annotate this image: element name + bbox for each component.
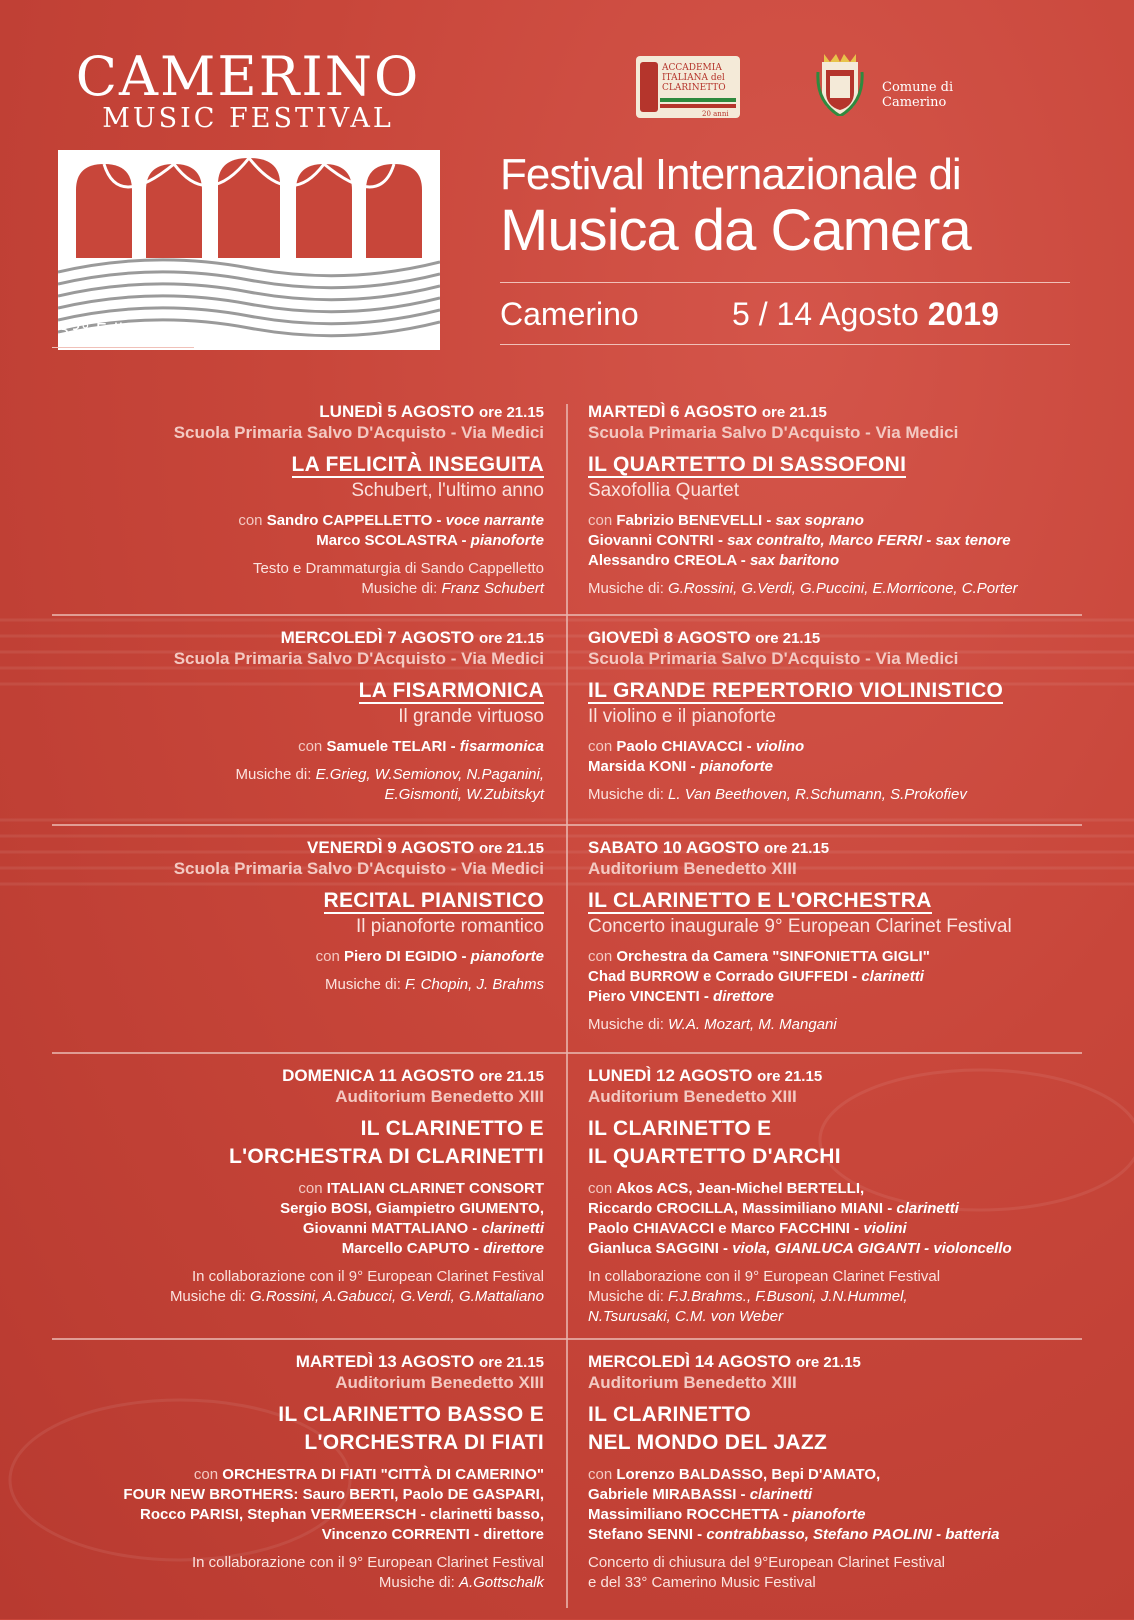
performer-name: Fabrizio BENEVELLI - (616, 512, 776, 529)
column-divider (566, 404, 568, 1608)
note-line (123, 1553, 544, 1573)
concert-performers (588, 737, 1003, 777)
performer-role: sax contralto, Marco FERRI - sax tenore (727, 532, 1011, 549)
performer-name: Orchestra da Camera "SINFONIETTA GIGLI" (616, 948, 930, 965)
concert-venue: Auditorium Benedetto XIII (588, 1373, 797, 1392)
performer-role: pianoforte (699, 758, 774, 775)
concert-title-line: IL CLARINETTO BASSO E (278, 1403, 544, 1426)
note-prefix: Musiche di: (588, 580, 669, 597)
performer-line (588, 1199, 1012, 1219)
performer-prefix: con (588, 738, 617, 755)
concert-performers (174, 511, 544, 551)
concert-venue: Scuola Primaria Salvo D'Acquisto - Via Medici (173, 649, 544, 668)
concert-title-text: IL QUARTETTO DI SASSOFONI (588, 453, 907, 476)
concert-subtitle: Il grande virtuoso (398, 706, 544, 727)
note-composers: L. Van Beethoven, R.Schumann, S.Prokofiev (668, 786, 967, 803)
performer-prefix: con (588, 512, 617, 529)
concert-0 (174, 402, 544, 599)
performer-name: Alessandro CREOLA - (588, 552, 750, 569)
concert-title (588, 1115, 1012, 1171)
concert-performers (588, 1179, 1012, 1259)
note-line (170, 1267, 544, 1287)
concert-notes (174, 765, 544, 805)
row-divider-1 (52, 614, 1082, 616)
performer-name: Riccardo CROCILLA, Massimiliano MIANI - (588, 1200, 897, 1217)
performer-role: clarinetti (481, 1220, 544, 1237)
note-text: Concerto di chiusura del 9°European Clarinet Festival (588, 1554, 946, 1571)
performer-role: sax baritono (749, 552, 840, 569)
concert-7 (588, 1066, 1012, 1327)
performer-line (123, 1505, 544, 1525)
note-prefix: Musiche di: (235, 766, 316, 783)
performer-line (588, 947, 1012, 967)
concert-venue: Scuola Primaria Salvo D'Acquisto - Via Medici (173, 423, 544, 442)
concert-time: ore 21.15 (478, 630, 544, 647)
dates-year: 2019 (927, 296, 999, 332)
performer-name: Gabriele MIRABASSI - (588, 1486, 750, 1503)
performer-name: ITALIAN CLARINET CONSORT (326, 1180, 544, 1197)
performer-name: Piero VINCENTI - (588, 988, 714, 1005)
note-line (588, 785, 1003, 805)
performer-role: pianoforte (470, 948, 544, 965)
concert-time: ore 21.15 (478, 404, 544, 421)
note-line (123, 1573, 544, 1593)
concert-title (170, 1115, 544, 1171)
note-prefix: Musiche di: (169, 1288, 250, 1305)
performer-prefix: con (238, 512, 267, 529)
concert-day (174, 628, 544, 649)
note-line (174, 785, 544, 805)
performer-name: Vincenzo CORRENTI - direttore (321, 1526, 544, 1543)
concert-notes (588, 1267, 1012, 1327)
note-line (174, 559, 544, 579)
concert-venue: Auditorium Benedetto XIII (588, 1087, 797, 1106)
headline-dates (732, 296, 999, 333)
performer-line (123, 1525, 544, 1545)
concert-time: ore 21.15 (757, 1068, 823, 1085)
concert-subtitle: Schubert, l'ultimo anno (351, 480, 544, 501)
performer-role: direttore (483, 1240, 544, 1257)
performer-name: Akos ACS, Jean-Michel BERTELLI, (616, 1180, 865, 1197)
note-prefix: Musiche di: (378, 1574, 459, 1591)
performer-line (170, 1239, 544, 1259)
concert-3 (588, 628, 1003, 805)
concert-time: ore 21.15 (795, 1354, 861, 1371)
concert-venue: Scuola Primaria Salvo D'Acquisto - Via Medici (588, 649, 959, 668)
concert-notes (588, 1015, 1012, 1035)
note-text: e del 33° Camerino Music Festival (588, 1574, 816, 1591)
concert-time: ore 21.15 (478, 1068, 544, 1085)
concert-time: ore 21.15 (761, 404, 827, 421)
concert-subtitle: Il pianoforte romantico (356, 916, 544, 937)
performer-line (174, 531, 544, 551)
concert-title-text: IL GRANDE REPERTORIO VIOLINISTICO (588, 679, 1004, 702)
performer-line (588, 757, 1003, 777)
note-prefix: Musiche di: (588, 1016, 669, 1033)
performer-prefix: con (298, 1180, 327, 1197)
concert-5 (588, 838, 1012, 1035)
concert-title (174, 451, 544, 479)
note-composers: G.Rossini, A.Gabucci, G.Verdi, G.Mattaliano (249, 1288, 544, 1305)
concert-subtitle: Concerto inaugurale 9° European Clarinet Festival (588, 916, 1012, 937)
concert-performers (123, 1465, 544, 1545)
concert-venue: Scuola Primaria Salvo D'Acquisto - Via Medici (588, 423, 959, 442)
comune-line-2: Camerino (882, 95, 947, 110)
concert-day-label: MARTEDÌ 6 AGOSTO (588, 402, 758, 421)
note-line (588, 1573, 999, 1593)
concert-8 (123, 1352, 544, 1593)
performer-line (588, 531, 1018, 551)
performer-line (174, 737, 544, 757)
concert-time: ore 21.15 (764, 840, 830, 857)
performer-role: violini (863, 1220, 907, 1237)
concert-title (174, 887, 544, 915)
note-line (174, 579, 544, 599)
concert-day (588, 1066, 1012, 1087)
headline (500, 150, 1070, 262)
performer-line (170, 1199, 544, 1219)
concert-venue: Auditorium Benedetto XIII (335, 1087, 544, 1106)
performer-name: Marco SCOLASTRA - (316, 532, 471, 549)
performer-prefix: con (193, 1466, 223, 1483)
concert-day-label: MERCOLEDÌ 14 AGOSTO (588, 1352, 792, 1371)
accademia-line-1: ACCADEMIA (662, 63, 722, 73)
concert-title (123, 1401, 544, 1457)
performer-line (588, 551, 1018, 571)
performer-line (588, 1239, 1012, 1259)
concert-notes (588, 579, 1018, 599)
performer-role: sax soprano (775, 512, 864, 529)
concert-day-label: MERCOLEDÌ 7 AGOSTO (280, 628, 475, 647)
performer-name: Sergio BOSI, Giampietro GIUMENTO, (280, 1200, 544, 1217)
concert-time: ore 21.15 (755, 630, 821, 647)
concert-title-text: LA FELICITÀ INSEGUITA (291, 453, 544, 476)
performer-name: Massimiliano ROCCHETTA - (588, 1506, 793, 1523)
performer-line (588, 737, 1003, 757)
concert-title-line: L'ORCHESTRA DI FIATI (304, 1431, 544, 1454)
concert-day (174, 402, 544, 423)
performer-line (123, 1465, 544, 1485)
note-composers: W.A. Mozart, M. Mangani (668, 1016, 837, 1033)
performer-prefix: con (588, 1466, 617, 1483)
headline-rule-bottom (500, 344, 1070, 345)
logo-title: CAMERINO (75, 45, 421, 108)
camerino-coat-of-arms-icon (816, 52, 864, 116)
note-composers: F. Chopin, J. Brahms (405, 976, 544, 993)
performer-line (588, 1485, 999, 1505)
concert-day-label: MARTEDÌ 13 AGOSTO (295, 1352, 475, 1371)
performer-role: pianoforte (792, 1506, 866, 1523)
performer-role: clarinetti (749, 1486, 813, 1503)
performer-prefix: con (588, 948, 617, 965)
logo-subtitle: MUSIC FESTIVAL (102, 103, 394, 134)
performer-role: direttore (713, 988, 774, 1005)
performer-line (170, 1179, 544, 1199)
concert-title-line: IL QUARTETTO D'ARCHI (588, 1145, 841, 1168)
dates-range: 5 / 14 Agosto (732, 296, 919, 332)
concert-1 (588, 402, 1018, 599)
concert-time: ore 21.15 (478, 840, 544, 857)
performer-name: ORCHESTRA DI FIATI "CITTÀ DI CAMERINO" (222, 1466, 544, 1483)
comune-label (882, 80, 953, 110)
performer-role: voce narrante (445, 512, 544, 529)
note-composers: E.Gismonti, W.Zubitskyt (384, 786, 544, 803)
concert-title-text: LA FISARMONICA (358, 679, 544, 702)
concert-notes (588, 785, 1003, 805)
concert-4 (174, 838, 544, 995)
note-composers: Franz Schubert (441, 580, 544, 597)
note-line (588, 579, 1018, 599)
performer-name: Marcello CAPUTO - (341, 1240, 484, 1257)
row-divider-4 (52, 1338, 1082, 1340)
concert-day (174, 838, 544, 859)
concert-notes (174, 975, 544, 995)
performer-role: pianoforte (470, 532, 544, 549)
concert-day-label: LUNEDÌ 5 AGOSTO (319, 402, 475, 421)
performer-name: Paolo CHIAVACCI - (616, 738, 756, 755)
note-prefix: Musiche di: (588, 786, 669, 803)
concert-day-label: SABATO 10 AGOSTO (588, 838, 760, 857)
note-line (174, 765, 544, 785)
concert-day-label: DOMENICA 11 AGOSTO (282, 1066, 475, 1085)
performer-name: Samuele TELARI - (326, 738, 460, 755)
concert-title-text: RECITAL PIANISTICO (323, 889, 544, 912)
note-prefix: Musiche di: (325, 976, 406, 993)
concert-day (588, 1352, 999, 1373)
performer-line (588, 1525, 999, 1545)
edition-label: 33° Edizione (58, 320, 172, 341)
concert-venue: Scuola Primaria Salvo D'Acquisto - Via Medici (173, 859, 544, 878)
accademia-line-4: 20 anni (702, 110, 729, 118)
note-line (174, 975, 544, 995)
festival-logo (52, 45, 444, 134)
note-text: Testo e Drammaturgia di Sando Cappelletto (253, 560, 544, 577)
note-line (588, 1553, 999, 1573)
note-composers: G.Rossini, G.Verdi, G.Puccini, E.Morricone, C.Porter (668, 580, 1018, 597)
performer-role: clarinetti (861, 968, 924, 985)
note-prefix: Musiche di: (588, 1288, 669, 1305)
headline-line-2: Musica da Camera (500, 198, 971, 263)
concert-title-line: IL CLARINETTO (588, 1403, 751, 1426)
performer-line (588, 987, 1012, 1007)
concert-time: ore 21.15 (478, 1354, 544, 1371)
note-text: In collaborazione con il 9° European Clarinet Festival (191, 1554, 544, 1571)
performer-line (588, 1179, 1012, 1199)
concert-title (588, 887, 1012, 915)
edition-rule (52, 347, 194, 348)
concert-subtitle: Il violino e il pianoforte (588, 706, 776, 727)
note-line (588, 1015, 1012, 1035)
performer-role: violino (755, 738, 805, 755)
performer-line (174, 511, 544, 531)
concert-day-label: VENERDÌ 9 AGOSTO (307, 838, 475, 857)
accademia-line-3: CLARINETTO (662, 83, 726, 93)
concert-performers (174, 737, 544, 757)
row-divider-2 (52, 824, 1082, 826)
note-line (588, 1287, 1012, 1307)
concert-day-label: GIOVEDÌ 8 AGOSTO (588, 628, 751, 647)
performer-name: Chad BURROW e Corrado GIUFFEDI - (588, 968, 862, 985)
concert-venue: Auditorium Benedetto XIII (335, 1373, 544, 1392)
performer-name: Giovanni CONTRI - (588, 532, 728, 549)
performer-line (170, 1219, 544, 1239)
note-composers: N.Tsurusaki, C.M. von Weber (588, 1308, 784, 1325)
performer-line (588, 1465, 999, 1485)
concert-day (588, 838, 1012, 859)
accademia-clarinetto-logo-icon (636, 56, 740, 118)
note-composers: E.Grieg, W.Semionov, N.Paganini, (315, 766, 544, 783)
performer-name: FOUR NEW BROTHERS: Sauro BERTI, Paolo DE GASPARI, (123, 1486, 544, 1503)
headline-line-1: Festival Internazionale di (500, 150, 961, 199)
concert-title (588, 677, 1003, 705)
row-divider-3 (52, 1052, 1082, 1054)
concert-title-line: NEL MONDO DEL JAZZ (588, 1431, 828, 1454)
performer-name: Sandro CAPPELLETTO - (266, 512, 446, 529)
concert-notes (588, 1553, 999, 1593)
performer-role: fisarmonica (459, 738, 544, 755)
concert-title (588, 1401, 999, 1457)
performer-line (588, 1219, 1012, 1239)
concert-venue: Auditorium Benedetto XIII (588, 859, 797, 878)
concert-performers (170, 1179, 544, 1259)
concert-title-text: IL CLARINETTO E L'ORCHESTRA (588, 889, 932, 912)
concert-9 (588, 1352, 999, 1593)
concert-title-line: IL CLARINETTO E (588, 1117, 772, 1140)
concert-title (174, 677, 544, 705)
concert-performers (174, 947, 544, 967)
performer-prefix: con (315, 948, 344, 965)
note-prefix: Musiche di: (361, 580, 442, 597)
concert-2 (174, 628, 544, 805)
note-text: In collaborazione con il 9° European Clarinet Festival (191, 1268, 544, 1285)
concert-title-line: IL CLARINETTO E (360, 1117, 544, 1140)
note-composers: F.J.Brahms., F.Busoni, J.N.Hummel, (668, 1288, 908, 1305)
performer-line (123, 1485, 544, 1505)
concert-performers (588, 511, 1018, 571)
performer-name: Gianluca SAGGINI - (588, 1240, 733, 1257)
performer-prefix: con (588, 1180, 617, 1197)
performer-name: Paolo CHIAVACCI e Marco FACCHINI - (588, 1220, 864, 1237)
concert-day (170, 1066, 544, 1087)
concert-title-line: L'ORCHESTRA DI CLARINETTI (228, 1145, 544, 1168)
concert-title (588, 451, 1018, 479)
concert-performers (588, 1465, 999, 1545)
note-line (170, 1287, 544, 1307)
performer-name: Rocco PARISI, Stephan VERMEERSCH - clarinetti basso, (140, 1506, 544, 1523)
concert-day (588, 628, 1003, 649)
concert-day (123, 1352, 544, 1373)
performer-name: Stefano SENNI - (588, 1526, 707, 1543)
concert-day (588, 402, 1018, 423)
performer-line (174, 947, 544, 967)
performer-role: viola, GIANLUCA GIGANTI - violoncello (732, 1240, 1012, 1257)
concert-notes (170, 1267, 544, 1307)
performer-prefix: con (298, 738, 327, 755)
performer-role: clarinetti (896, 1200, 959, 1217)
concert-day-label: LUNEDÌ 12 AGOSTO (588, 1066, 753, 1085)
concert-notes (174, 559, 544, 599)
concert-performers (588, 947, 1012, 1007)
accademia-line-2: ITALIANA del (662, 73, 725, 83)
comune-line-1: Comune di (882, 80, 954, 95)
concert-6 (170, 1066, 544, 1307)
performer-name: Marsida KONI - (588, 758, 700, 775)
headline-place: Camerino (500, 296, 639, 332)
performer-line (588, 1505, 999, 1525)
concert-notes (123, 1553, 544, 1593)
note-line (588, 1307, 1012, 1327)
performer-line (588, 511, 1018, 531)
note-line (588, 1267, 1012, 1287)
note-text: In collaborazione con il 9° European Clarinet Festival (588, 1268, 941, 1285)
performer-name: Piero DI EGIDIO - (343, 948, 471, 965)
concert-subtitle: Saxofollia Quartet (588, 480, 740, 501)
headline-rule-top (500, 282, 1070, 283)
performer-name: Giovanni MATTALIANO - (302, 1220, 482, 1237)
note-composers: A.Gottschalk (458, 1574, 544, 1591)
performer-role: contrabbasso, Stefano PAOLINI - batteria (706, 1526, 1000, 1543)
performer-line (588, 967, 1012, 987)
performer-name: Lorenzo BALDASSO, Bepi D'AMATO, (616, 1466, 881, 1483)
